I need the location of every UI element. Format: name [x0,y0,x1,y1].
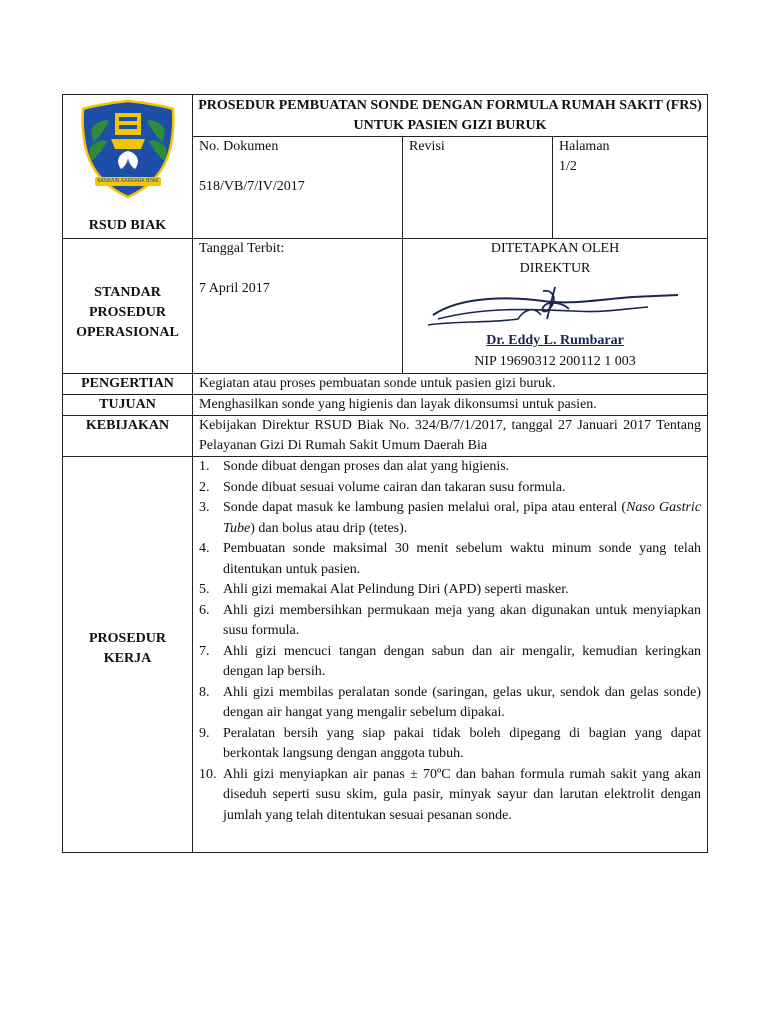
no-dokumen-cell [193,137,403,239]
tujuan-text: Menghasilkan sonde yang higienis dan layak dikonsumsi untuk pasien. [193,395,708,416]
logo-motto: KANKAIN KARKARA BYAK [97,178,159,184]
signer-nip: NIP 19690312 200112 1 003 [474,354,636,369]
procedure-step: 1. Sonde dibuat dengan proses dan alat yang higienis. [199,459,510,474]
signer-name: Dr. Eddy L. Rumbarar [486,333,624,348]
no-dokumen-value: 518/VB/7/IV/2017 [199,179,305,194]
pengertian-text: Kegiatan atau proses pembuatan sonde untuk pasien gizi buruk. [193,374,708,395]
tanggal-terbit-cell [193,239,403,374]
ditetapkan-cell [403,239,708,374]
sop-label-cell [63,239,193,374]
kebijakan-text: Kebijakan Direktur RSUD Biak No. 324/B/7/1/2017, tanggal 27 Januari 2017 Tentang Pelayanan Gizi Di Rumah Sakit Umum Daerah Bia [193,416,708,457]
document-title: PROSEDUR PEMBUATAN SONDE DENGAN FORMULA RUMAH SAKIT (FRS) UNTUK PASIEN GIZI BURUK [193,95,708,137]
procedure-step: 4. Pembuatan sonde maksimal 30 menit sebelum waktu minum sonde yang telah ditentukan untuk pasien. [199,541,702,577]
prosedur-kerja-steps-cell [193,457,708,853]
tanggal-terbit-label: Tanggal Terbit: [199,241,285,256]
ditetapkan-line1: DITETAPKAN OLEH [490,241,620,256]
halaman-value: 1/2 [559,159,577,174]
procedure-step: 7. Ahli gizi mencuci tangan dengan sabun dan air mengalir, kemudian keringkan dengan lap bersih. [199,643,702,679]
prosedur-label-line2: KERJA [103,651,152,666]
revisi-label: Revisi [409,139,445,154]
sop-document [62,94,707,853]
kebijakan-label: KEBIJAKAN [63,416,193,457]
tanggal-terbit-value: 7 April 2017 [199,281,270,296]
procedure-step: 5. Ahli gizi memakai Alat Pelindung Diri (APD) seperti masker. [199,582,569,597]
sop-label-line1: STANDAR [94,285,161,300]
director-signature [423,285,683,331]
hospital-logo [79,99,177,199]
procedure-step: 8. Ahli gizi membilas peralatan sonde (saringan, gelas ukur, sendok dan gelas sonde) dengan air hangat yang mengalir sebelum dipakai. [199,684,702,720]
prosedur-label-line1: PROSEDUR [88,631,166,646]
prosedur-kerja-label-cell [63,457,193,853]
ditetapkan-line2: DIREKTUR [519,261,591,276]
halaman-cell [553,137,708,239]
logo-cell [63,95,193,239]
halaman-label: Halaman [559,139,610,154]
hospital-name: RSUD BIAK [88,218,167,233]
revisi-cell [403,137,553,239]
tujuan-label: TUJUAN [63,395,193,416]
procedure-step: 6. Ahli gizi membersihkan permukaan meja yang akan digunakan untuk menyiapkan susu formula. [199,602,702,638]
procedure-step: 10. Ahli gizi menyiapkan air panas ± 70ºC dan bahan formula rumah sakit yang akan diseduh seperti susu skim, gula pasir, minyak sayur dan larutan elektrolit dengan jumlah yang telah ditentukan sesuai pesanan sonde. [199,766,702,823]
procedure-step: 3. Sonde dapat masuk ke lambung pasien melalui oral, pipa atau enteral (Naso Gastric Tube) dan bolus atau drip (tetes). [199,500,702,536]
procedure-step: 9. Peralatan bersih yang siap pakai tidak boleh dipegang di bagian yang dapat berkontak langsung dengan anggota tubuh. [199,725,702,761]
pengertian-label: PENGERTIAN [63,374,193,395]
procedure-steps-list [193,457,707,852]
sop-label-line3: OPERASIONAL [76,325,179,340]
sop-label-line2: PROSEDUR [88,305,166,320]
sop-table [62,94,708,853]
procedure-step: 2. Sonde dibuat sesuai volume cairan dan takaran susu formula. [199,479,566,495]
no-dokumen-label: No. Dokumen [199,139,279,154]
